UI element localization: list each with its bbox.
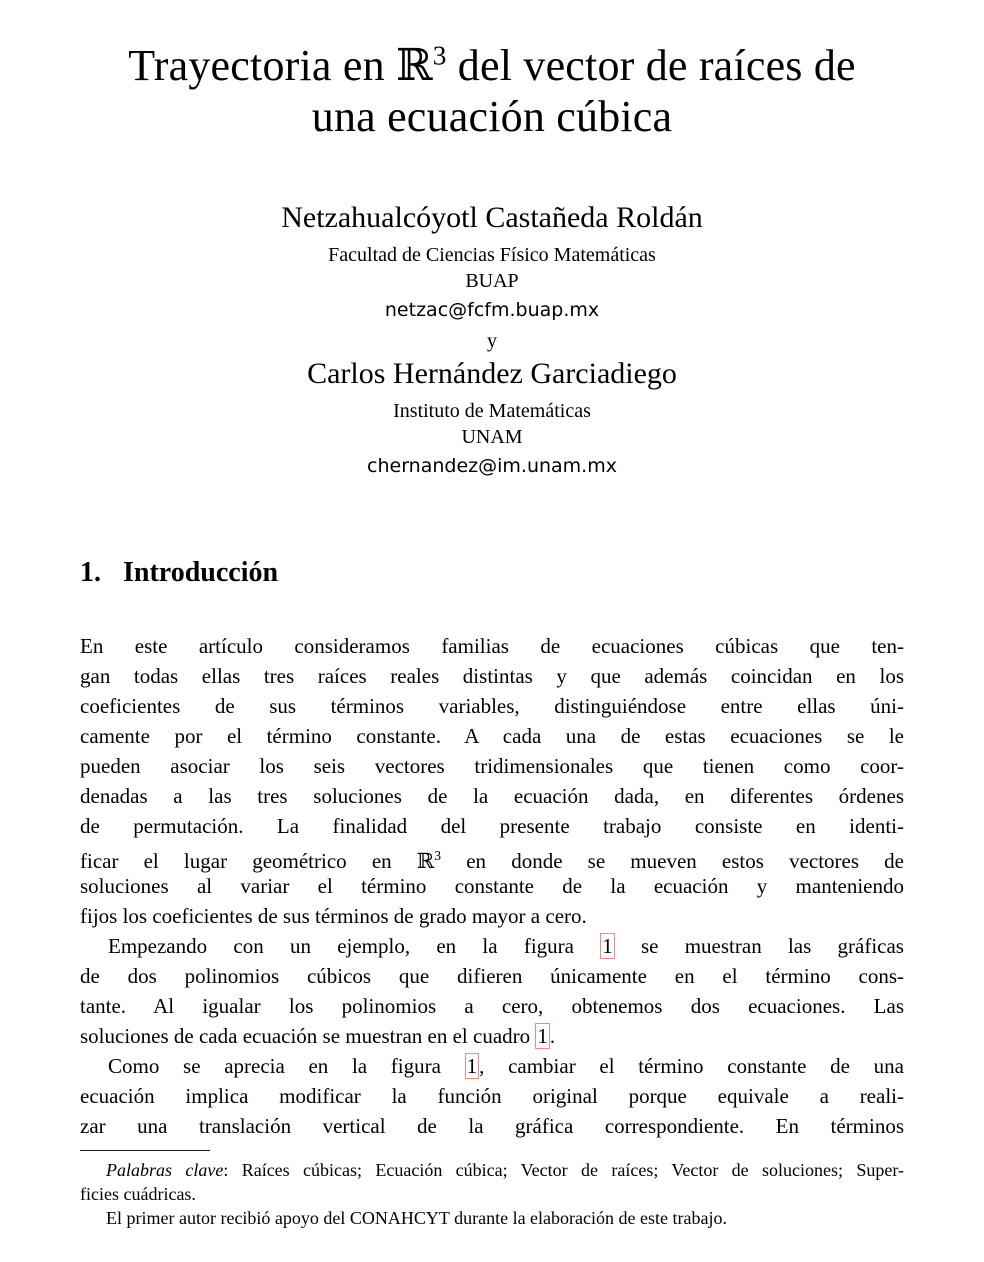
text-span: se muestran las gráficas (614, 933, 904, 958)
text-line (80, 931, 904, 961)
title-line-2: una ecuación cúbica (311, 91, 673, 141)
text-span: zar una translación vertical de la gráfica correspondiente. En términos (80, 1113, 904, 1138)
text-line (80, 691, 904, 721)
section-number: 1. (80, 556, 101, 588)
paper-content-column (80, 0, 904, 1230)
author-1-affiliation: Facultad de Ciencias Físico Matemáticas (328, 243, 656, 266)
text-span: Como se aprecia en la figura (108, 1053, 465, 1078)
section-title: Introducción (123, 556, 279, 588)
text-line (80, 1158, 904, 1182)
text-span: pueden asociar los seis vectores tridimensionales que tienen como coor- (80, 753, 904, 778)
text-line (80, 631, 904, 661)
text-span: , cambiar el término constante de una (479, 1053, 904, 1078)
text-span: denadas a las tres soluciones de la ecuación dada, en diferentes órdenes (80, 783, 904, 808)
text-span: : Raíces cúbicas; Ecuación cúbica; Vector de raíces; Vector de soluciones; Super- (223, 1160, 904, 1181)
text-span: gan todas ellas tres raíces reales distintas y que además coincidan en los (80, 663, 904, 688)
text-span: 3 (434, 847, 442, 863)
text-span: ecuación implica modificar la función original porque equivale a reali- (80, 1083, 904, 1108)
text-line (80, 781, 904, 811)
text-span: . (549, 1023, 556, 1048)
title-text: Trayectoria en (128, 40, 396, 90)
text-span: de permutación. La finalidad del presente trabajo consiste en identi- (80, 813, 904, 838)
text-line (80, 1051, 904, 1081)
text-span: fijos los coeficientes de sus términos de grado mayor a cero. (80, 903, 587, 928)
text-span: En este artículo consideramos familias de ecuaciones cúbicas que ten- (80, 633, 904, 658)
text-line (80, 1081, 904, 1111)
article-body (80, 631, 904, 1141)
text-span: en donde se mueven estos vectores de (441, 848, 905, 873)
text-span: soluciones de cada ecuación se muestran en el cuadro (80, 1023, 536, 1048)
author-2-institution: UNAM (461, 425, 523, 448)
text-line (80, 871, 904, 901)
title-text: del vector de raíces de (446, 40, 856, 90)
paper-title (80, 0, 904, 142)
author-connector: y (487, 329, 497, 352)
text-line (80, 1111, 904, 1141)
author-2-name: Carlos Hernández Garciadiego (307, 356, 677, 390)
text-span: Empezando con un ejemplo, en la figura (108, 933, 601, 958)
text-span: Palabras clave (106, 1160, 224, 1181)
author-1-email: netzac@fcfm.buap.mx (384, 298, 600, 321)
text-span: ficar el lugar geométrico en (80, 848, 417, 873)
text-line (80, 811, 904, 841)
text-span: de dos polinomios cúbicos que difieren únicamente en el término cons- (80, 963, 904, 988)
text-line (80, 661, 904, 691)
author-2 (80, 356, 904, 479)
title-superscript: 3 (432, 40, 447, 70)
table-1-ref-link[interactable]: 1 (537, 1023, 548, 1048)
figure-1-ref-link[interactable]: 1 (466, 1053, 478, 1078)
blackboard-r-symbol: ℝ (395, 39, 433, 91)
text-line (80, 1021, 904, 1051)
footnote-block (80, 1150, 904, 1231)
text-span: ficies cuádricas. (80, 1184, 196, 1205)
text-line (80, 751, 904, 781)
text-span: camente por el término constante. A cada una de estas ecuaciones se le (80, 723, 904, 748)
section-heading-introduction (80, 557, 904, 589)
text-line (80, 1206, 904, 1230)
author-1-name: Netzahualcóyotl Castañeda Roldán (281, 200, 703, 234)
author-block (80, 200, 904, 479)
footnote-rule (80, 1150, 210, 1152)
text-span: El primer autor recibió apoyo del CONAHCYT durante la elaboración de este trabajo. (106, 1208, 727, 1229)
author-2-email: chernandez@im.unam.mx (367, 454, 617, 477)
title-line-1 (128, 41, 856, 90)
footnote-text (80, 1158, 904, 1230)
text-line (80, 901, 904, 931)
text-line (80, 1182, 904, 1206)
figure-1-ref-link[interactable]: 1 (602, 933, 613, 958)
author-2-affiliation: Instituto de Matemáticas (393, 399, 591, 422)
text-span: coeficientes de sus términos variables, distinguiéndose entre ellas úni- (80, 693, 904, 718)
author-1-institution: BUAP (465, 269, 519, 292)
text-span: soluciones al variar el término constante de la ecuación y manteniendo (80, 873, 904, 898)
text-line (80, 721, 904, 751)
text-line (80, 841, 904, 871)
text-span: tante. Al igualar los polinomios a cero, obtenemos dos ecuaciones. Las (80, 993, 904, 1018)
author-1 (80, 200, 904, 323)
blackboard-r-symbol: ℝ (416, 848, 435, 873)
text-line (80, 991, 904, 1021)
text-line (80, 961, 904, 991)
